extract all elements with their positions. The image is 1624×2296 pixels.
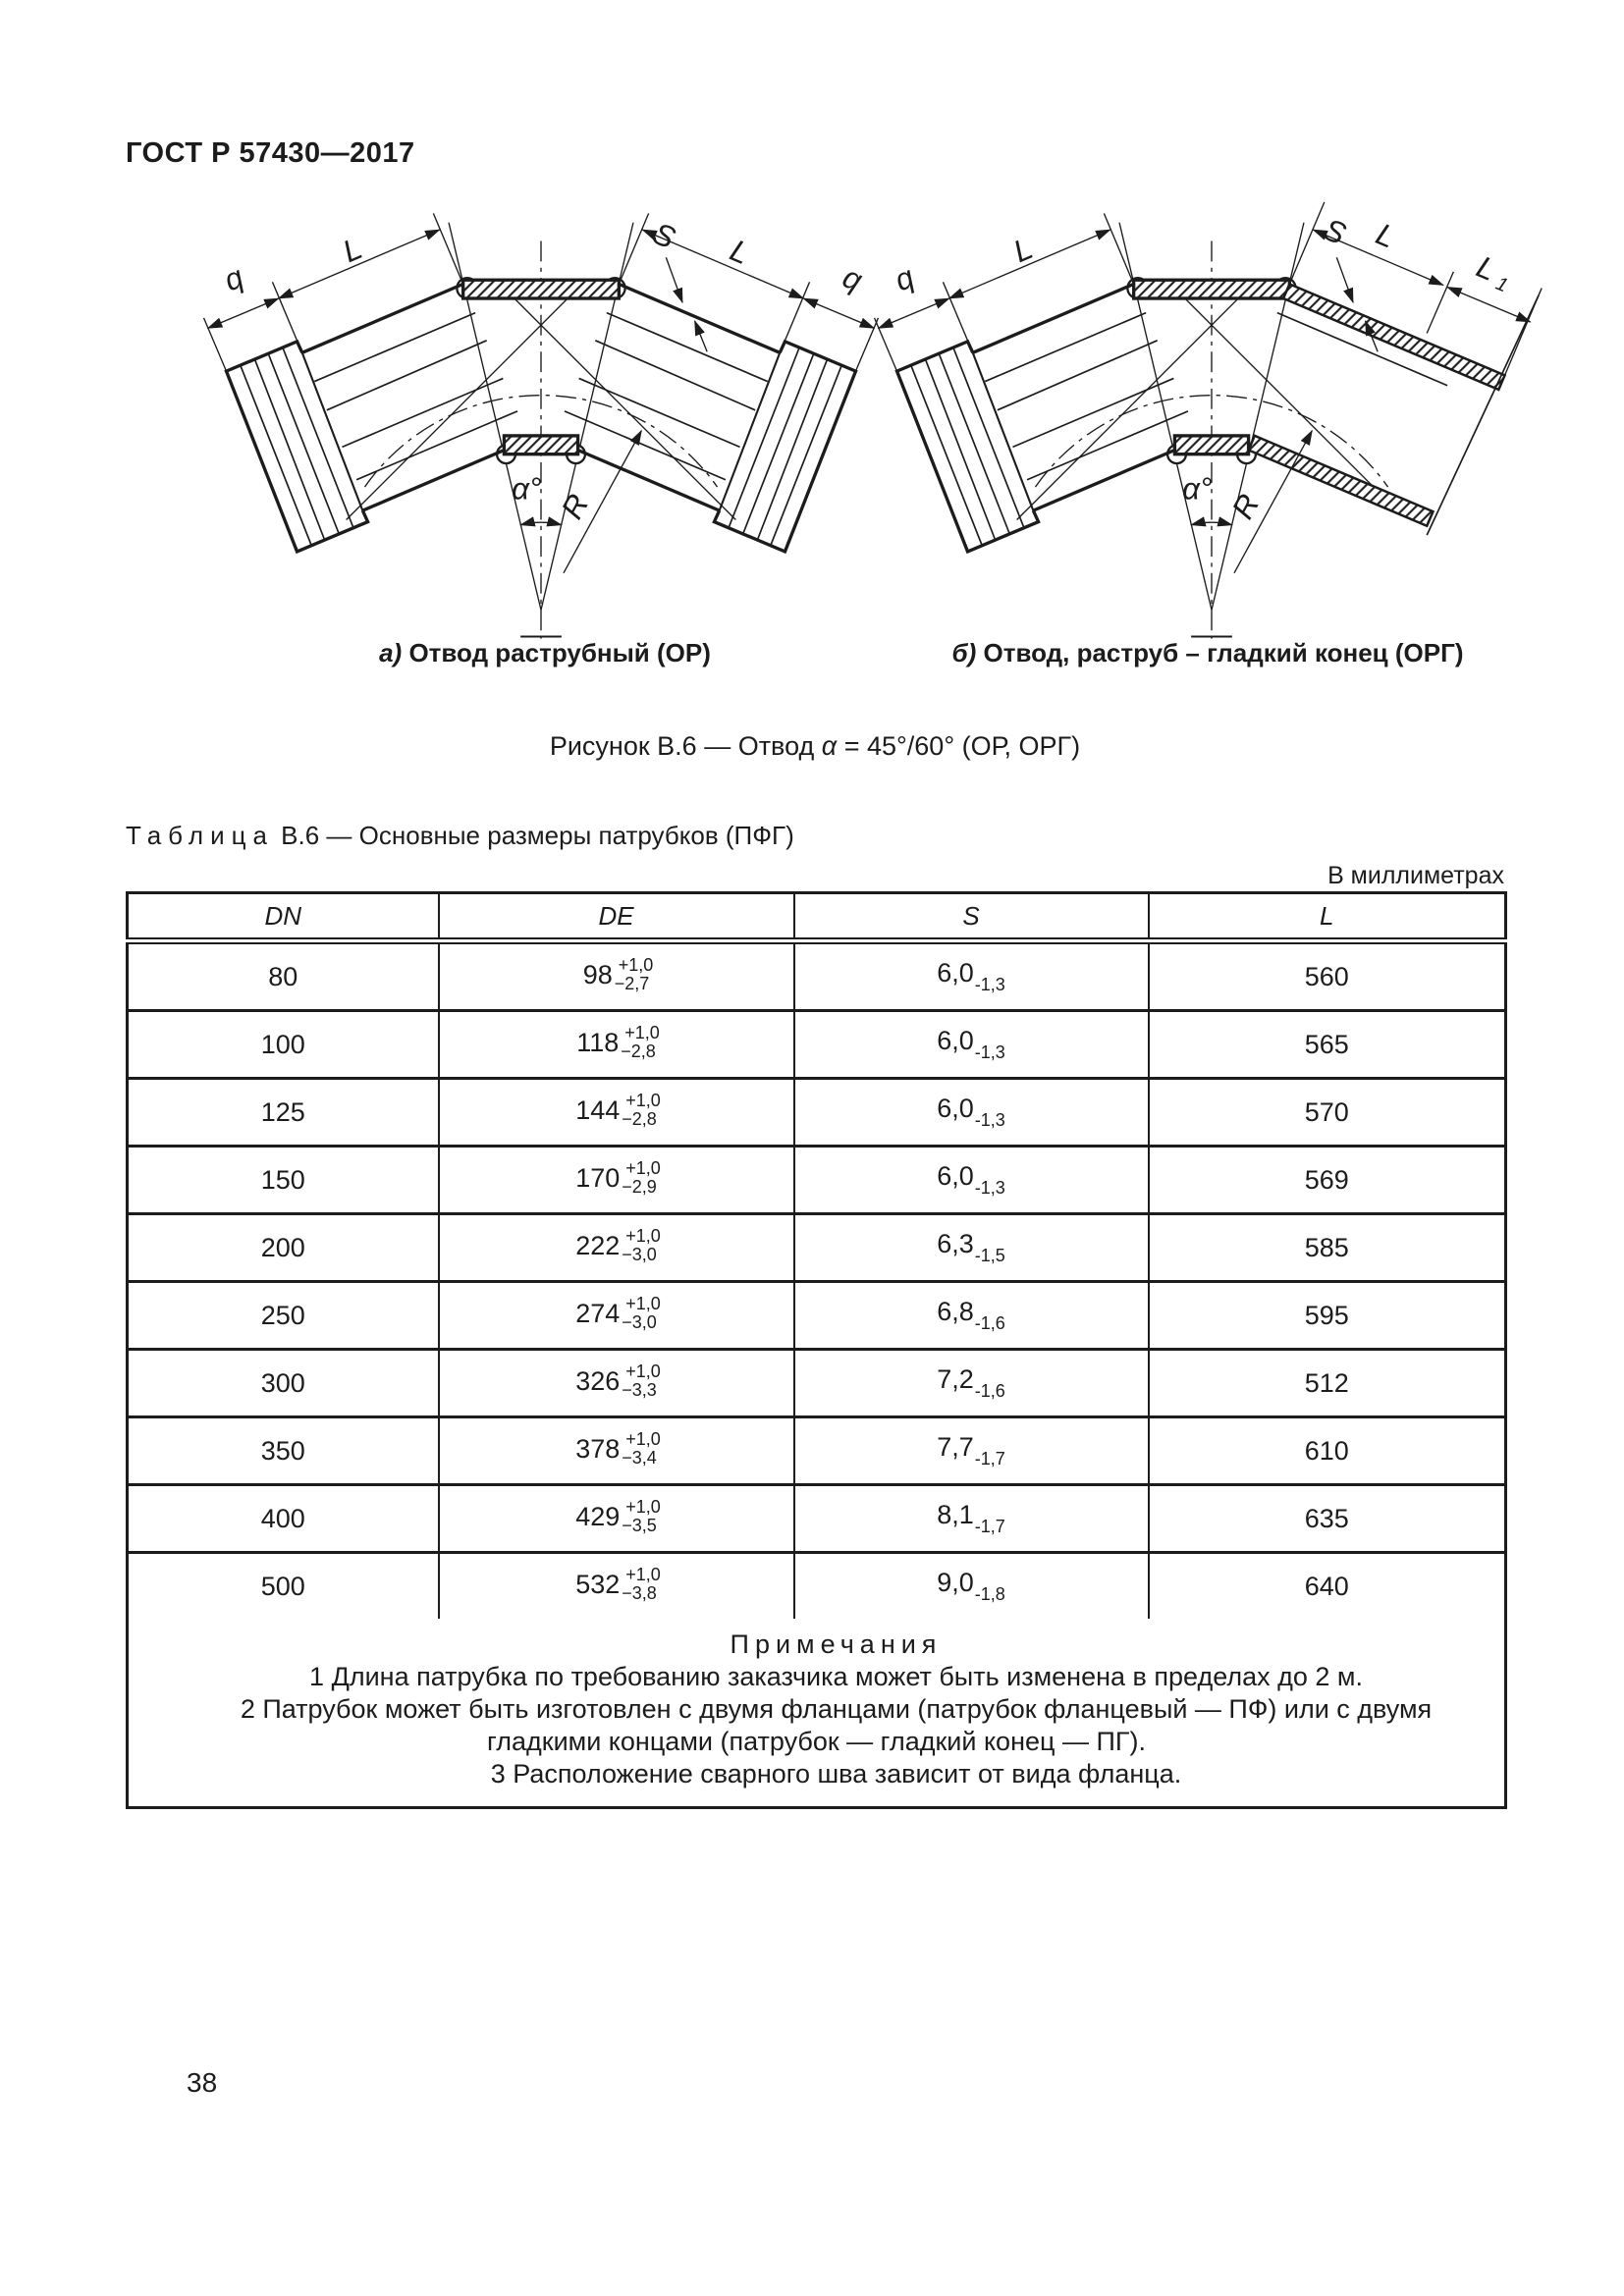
dimension-labels (219, 216, 868, 525)
s-tolerance-lower: -1,7 (974, 1449, 1005, 1468)
cell-l: 640 (1149, 1553, 1506, 1620)
cell-s (794, 1553, 1149, 1620)
cell-l: 512 (1149, 1350, 1506, 1417)
cell-s (794, 1079, 1149, 1147)
s-value: 6,0 (937, 1026, 974, 1055)
de-tolerance (622, 1362, 661, 1400)
de-tolerance-upper: +1,0 (625, 1294, 661, 1313)
figure-caption-post: = 45°/60° (ОР, ОРГ) (837, 731, 1081, 761)
de-tolerance-upper: +1,0 (625, 1226, 661, 1246)
figure-b-caption-letter: б) (951, 638, 977, 667)
de-tolerance-lower: −3,0 (622, 1245, 657, 1264)
de-tolerance (622, 1158, 661, 1197)
figure-a-drawing (201, 182, 881, 648)
cell-dn: 100 (128, 1011, 439, 1079)
cell-de (439, 1011, 794, 1079)
figure-a-caption-letter: а) (379, 638, 403, 667)
de-tolerance (622, 1565, 661, 1603)
note-2: 2 Патрубок может быть изготовлен с двумя фланцами (патрубок фланцевый — ПФ) или с двумя гладкими концами (патрубок — гладкий конец — ПГ). (240, 1694, 1433, 1756)
cell-l: 635 (1149, 1485, 1506, 1553)
s-value: 7,2 (937, 1364, 974, 1394)
de-tolerance (621, 1023, 660, 1061)
dim-L-left-label: L (338, 231, 367, 270)
s-tolerance-lower: -1,6 (974, 1381, 1005, 1401)
s-tolerance-lower: -1,3 (974, 975, 1005, 994)
s-tolerance-lower: -1,3 (974, 1178, 1005, 1198)
bend-socket-socket-schematic (201, 182, 881, 648)
table-row (128, 1350, 1506, 1417)
cell-dn: 200 (128, 1214, 439, 1282)
col-header-l: L (1149, 893, 1506, 941)
cell-s (794, 1350, 1149, 1417)
notes-heading: Примечания (730, 1629, 943, 1659)
de-tolerance (622, 1497, 661, 1535)
standard-number-header: ГОСТ Р 57430—2017 (126, 137, 415, 169)
note-1: 1 Длина патрубка по требованию заказчика может быть изменена в пределах до 2 м. (309, 1662, 1363, 1691)
de-value: 429 (575, 1502, 621, 1532)
table-row (128, 1214, 1506, 1282)
de-value: 98 (582, 960, 613, 990)
table-notes (128, 1619, 1506, 1808)
cell-s (794, 941, 1149, 1011)
figure-caption-alpha: α (821, 731, 838, 761)
cell-de (439, 1282, 794, 1350)
de-tolerance (614, 955, 654, 993)
cell-l: 610 (1149, 1417, 1506, 1485)
figure-b-caption-text: Отвод, раструб – гладкий конец (ОРГ) (976, 638, 1464, 667)
dimensions-table (126, 891, 1507, 1809)
de-value: 378 (575, 1434, 621, 1465)
cell-dn: 80 (268, 961, 298, 991)
bend-socket-spigot-schematic (872, 182, 1551, 648)
de-tolerance-upper: +1,0 (625, 1091, 661, 1110)
table-title (126, 821, 1504, 851)
dim-R-label: R (554, 488, 596, 525)
dimension-labels (890, 212, 1511, 525)
cell-dn: 250 (128, 1282, 439, 1350)
cell-dn: 150 (128, 1147, 439, 1214)
s-value: 6,0 (937, 958, 974, 988)
de-value: 222 (575, 1231, 621, 1261)
table-row (128, 1417, 1506, 1485)
de-value: 274 (575, 1299, 621, 1329)
cell-dn: 400 (128, 1485, 439, 1553)
s-tolerance-lower: -1,6 (974, 1313, 1005, 1333)
dim-L1-label: L (1471, 248, 1501, 288)
de-tolerance-lower: −3,4 (622, 1448, 657, 1468)
s-value: 6,8 (937, 1297, 974, 1326)
cell-l: 585 (1149, 1214, 1506, 1282)
cell-de (439, 1147, 794, 1214)
de-value: 326 (575, 1366, 621, 1397)
table-row (128, 1485, 1506, 1553)
de-value: 532 (575, 1570, 621, 1600)
de-value: 118 (576, 1028, 620, 1058)
s-value: 9,0 (937, 1568, 974, 1597)
dim-L1-subscript: 1 (1492, 272, 1511, 297)
figure-caption (126, 731, 1504, 762)
cell-s (794, 1485, 1149, 1553)
s-tolerance-lower: -1,7 (974, 1517, 1005, 1536)
de-value: 144 (575, 1095, 621, 1126)
s-tolerance-lower: -1,5 (974, 1246, 1005, 1265)
cell-de (439, 941, 794, 1011)
cell-de (439, 1553, 794, 1620)
pipe-body (897, 278, 1505, 552)
s-value: 6,0 (937, 1161, 974, 1191)
cell-de (439, 1079, 794, 1147)
table-row (128, 1147, 1506, 1214)
cell-dn: 350 (128, 1417, 439, 1485)
table-row (128, 1011, 1506, 1079)
dim-q-left-label: q (219, 259, 248, 298)
dim-L-left-label: L (1008, 231, 1038, 270)
dim-S-label: S (647, 215, 680, 256)
cell-de (439, 1417, 794, 1485)
de-tolerance-upper: +1,0 (625, 1362, 661, 1381)
table-row (128, 1282, 1506, 1350)
de-tolerance-lower: −3,0 (622, 1312, 657, 1332)
dim-q-left-label: q (890, 259, 919, 298)
de-tolerance (622, 1429, 661, 1468)
figure-a-caption-text: Отвод раструбный (ОР) (402, 638, 711, 667)
cell-s (794, 1282, 1149, 1350)
de-value: 170 (575, 1163, 621, 1194)
figure-b-caption (874, 638, 1542, 668)
col-header-dn: DN (128, 893, 439, 941)
de-tolerance-lower: −3,3 (622, 1380, 657, 1400)
de-tolerance-lower: −2,7 (614, 974, 650, 993)
cell-de (439, 1214, 794, 1282)
table-row (128, 1079, 1506, 1147)
de-tolerance (622, 1294, 661, 1332)
cell-dn: 300 (128, 1350, 439, 1417)
de-tolerance (622, 1091, 661, 1129)
cell-s (794, 1147, 1149, 1214)
table-body (128, 941, 1506, 1620)
table-row (128, 1553, 1506, 1620)
dim-alpha-label: α° (1182, 471, 1213, 507)
de-tolerance-upper: +1,0 (624, 1023, 660, 1042)
s-value: 8,1 (937, 1500, 974, 1529)
table-title-rest: В.6 — Основные размеры патрубков (ПФГ) (273, 821, 794, 850)
cell-de (439, 1350, 794, 1417)
col-header-s: S (794, 893, 1149, 941)
de-tolerance-upper: +1,0 (625, 1429, 661, 1449)
dim-R-label: R (1224, 488, 1267, 525)
s-tolerance-lower: -1,3 (974, 1110, 1005, 1130)
table-units-note: В миллиметрах (1327, 862, 1504, 889)
table-title-word: Таблица (126, 821, 274, 850)
de-tolerance-upper: +1,0 (625, 1565, 661, 1584)
cell-l: 565 (1149, 1011, 1506, 1079)
col-header-de: DE (439, 893, 794, 941)
de-tolerance-upper: +1,0 (618, 955, 654, 975)
dim-L-right-label: L (1371, 216, 1401, 255)
s-value: 6,3 (937, 1229, 974, 1258)
page-number: 38 (187, 2067, 218, 2098)
table-row (128, 941, 1506, 1011)
cell-l: 560 (1149, 941, 1506, 1011)
notes-cell (128, 1619, 1506, 1808)
figure-a-caption (226, 638, 864, 668)
cell-l: 569 (1149, 1147, 1506, 1214)
dimension-lines (875, 202, 1543, 573)
de-tolerance-lower: −2,8 (621, 1041, 656, 1061)
de-tolerance-upper: +1,0 (625, 1497, 661, 1517)
de-tolerance (622, 1226, 661, 1264)
de-tolerance-lower: −3,8 (622, 1583, 657, 1603)
de-tolerance-upper: +1,0 (625, 1158, 661, 1178)
dim-S-label: S (1318, 211, 1351, 252)
dim-q-right-label: q (838, 259, 868, 298)
cell-s (794, 1011, 1149, 1079)
cell-l: 595 (1149, 1282, 1506, 1350)
s-tolerance-lower: -1,3 (974, 1042, 1005, 1062)
dim-L-right-label: L (725, 233, 755, 272)
dim-alpha-label: α° (512, 471, 542, 507)
cell-dn: 500 (128, 1553, 439, 1620)
s-value: 6,0 (937, 1094, 974, 1123)
de-tolerance-lower: −3,5 (622, 1516, 657, 1535)
s-value: 7,7 (937, 1432, 974, 1462)
figure-b-drawing (872, 182, 1551, 648)
cell-l: 570 (1149, 1079, 1506, 1147)
s-tolerance-lower: -1,8 (974, 1584, 1005, 1604)
figure-caption-pre: Рисунок В.6 — Отвод (549, 731, 822, 761)
table-header (128, 893, 1506, 941)
de-tolerance-lower: −2,8 (622, 1109, 657, 1129)
de-tolerance-lower: −2,9 (622, 1177, 657, 1197)
note-3: 3 Расположение сварного шва зависит от вида фланца. (490, 1759, 1182, 1789)
cell-dn: 125 (128, 1079, 439, 1147)
cell-de (439, 1485, 794, 1553)
cell-s (794, 1417, 1149, 1485)
cell-s (794, 1214, 1149, 1282)
